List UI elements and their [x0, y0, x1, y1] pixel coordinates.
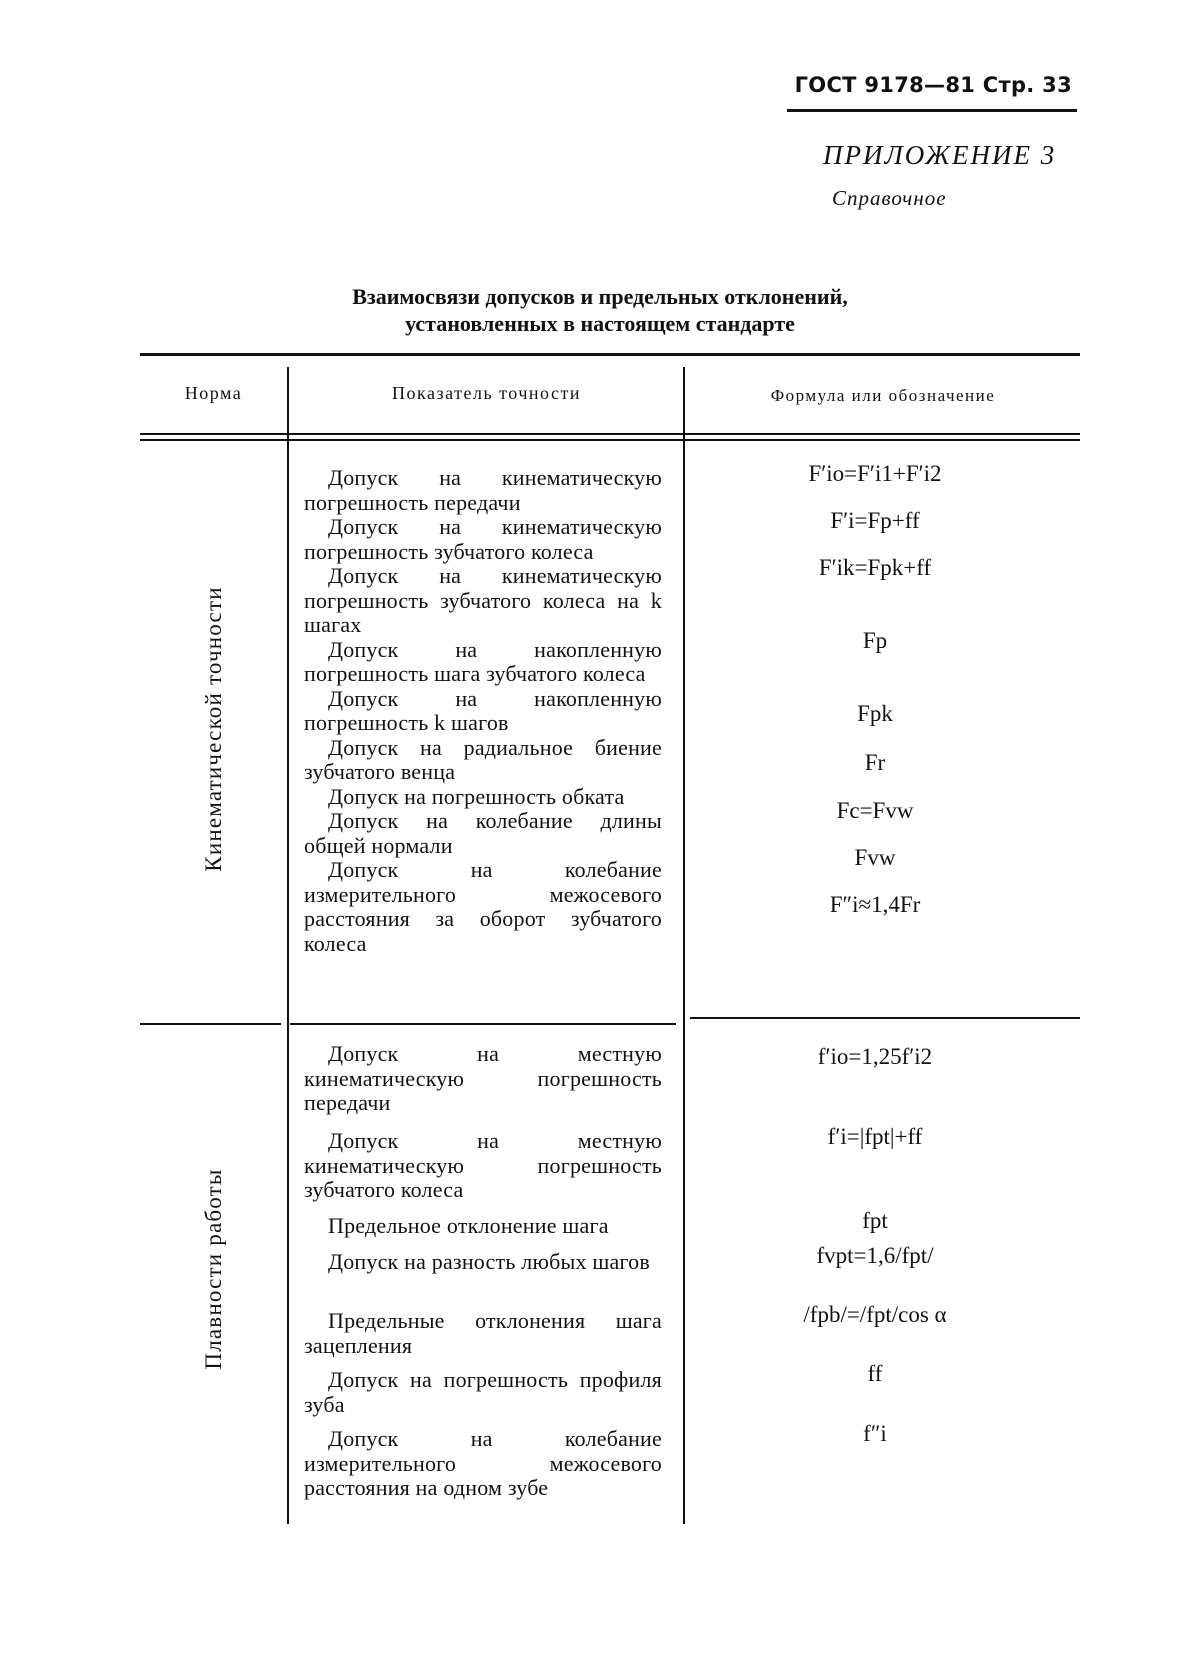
table-row-formula: F″i≈1,4Fr — [829, 892, 921, 917]
table-row-formula: f″i — [863, 1421, 887, 1446]
table-title-line2: установленных в настоящем стандарте — [405, 311, 795, 336]
appendix-kind: Справочное — [832, 186, 947, 210]
table-row-formula: fvpt=1,6/fpt/ — [816, 1243, 934, 1268]
table-row-formula: /fpb/=/fpt/cos α — [803, 1302, 947, 1327]
table-row-formula: Fvw — [854, 845, 896, 870]
table-row-indicator — [304, 1129, 662, 1203]
table-row-indicator — [304, 1042, 662, 1116]
indicator-text: Предельное отклонение шага — [328, 1213, 609, 1238]
indicator-text: Допуск на погрешность профиля зуба — [304, 1367, 662, 1417]
table-row-formula: ff — [867, 1361, 883, 1386]
table-row-formula: f′i=|fpt|+ff — [827, 1124, 923, 1149]
table-row-indicator — [304, 1427, 662, 1501]
col-divider-1 — [287, 367, 289, 1524]
header-rule — [787, 109, 1077, 112]
table-row-indicator — [304, 1368, 662, 1417]
table-title-line1: Взаимосвязи допусков и предельных отклонений, — [352, 284, 848, 309]
norm-label-kinematic: Кинематической точности — [201, 586, 226, 872]
table-row-formula: F′io=F′i1+F′i2 — [808, 461, 942, 486]
indicator-text: Допуск на местную кинематическую погрешность зубчатого колеса — [304, 1128, 662, 1202]
table-row-formula: Fc=Fvw — [836, 798, 914, 823]
table-row-formula: Fpk — [857, 701, 893, 726]
table-row-formula: Fr — [864, 750, 886, 775]
table-row-indicator: Допуск на радиальное биение зубчатого венца — [304, 734, 662, 784]
table-row-indicator — [304, 1250, 662, 1275]
group-divider-right — [690, 1017, 1080, 1019]
column-header-indicator: Показатель точности — [392, 383, 581, 403]
table-row-indicator: Допуск на кинематическую погрешность зубчатого колеса на k шагах — [304, 563, 662, 637]
indicator-list-kinematic — [304, 466, 662, 956]
table-row-indicator: Допуск на накопленную погрешность шага зубчатого колеса — [304, 636, 662, 686]
table-row-formula: f′io=1,25f′i2 — [817, 1044, 933, 1069]
header-bottom-rule-2 — [140, 439, 1080, 441]
page-header: ГОСТ 9178—81 Стр. 33 — [794, 73, 1072, 97]
appendix-label: ПРИЛОЖЕНИЕ 3 — [823, 140, 1057, 170]
table-row-formula: F′i=Fp+ff — [830, 508, 920, 533]
indicator-text: Допуск на колебание измерительного межосевого расстояния на одном зубе — [304, 1426, 662, 1500]
indicator-text: Предельные отклонения шага зацепления — [304, 1308, 662, 1358]
table-row-indicator — [304, 1214, 662, 1239]
table-row-indicator: Допуск на колебание длины общей нормали — [304, 808, 662, 858]
table-row-formula: Fp — [862, 628, 888, 653]
header-bottom-rule-1 — [140, 433, 1080, 435]
table-row-indicator: Допуск на кинематическую погрешность зубчатого колеса — [304, 514, 662, 564]
table-row-indicator: Допуск на погрешность обката — [328, 783, 625, 809]
table-row-indicator: Допуск на колебание измерительного межосевого расстояния за оборот зубчатого колеса — [304, 857, 662, 956]
table-row-indicator — [304, 1309, 662, 1358]
table-row-formula: F′ik=Fpk+ff — [818, 555, 932, 580]
norm-label-smoothness: Плавности работы — [201, 1168, 226, 1370]
group-divider-middle — [290, 1023, 676, 1025]
table-title — [200, 283, 1000, 337]
indicator-text: Допуск на разность любых шагов — [328, 1249, 650, 1274]
table-row-indicator: Допуск на накопленную погрешность k шагов — [304, 685, 662, 735]
column-header-formula: Формула или обозначение — [770, 386, 996, 405]
indicator-text: Допуск на местную кинематическую погрешность передачи — [304, 1041, 662, 1115]
table-row-formula: fpt — [862, 1208, 888, 1233]
table-row-indicator: Допуск на кинематическую погрешность передачи — [304, 465, 662, 515]
column-header-norm: Норма — [184, 383, 243, 403]
table-top-rule — [140, 353, 1080, 356]
col-divider-2 — [683, 367, 685, 1524]
